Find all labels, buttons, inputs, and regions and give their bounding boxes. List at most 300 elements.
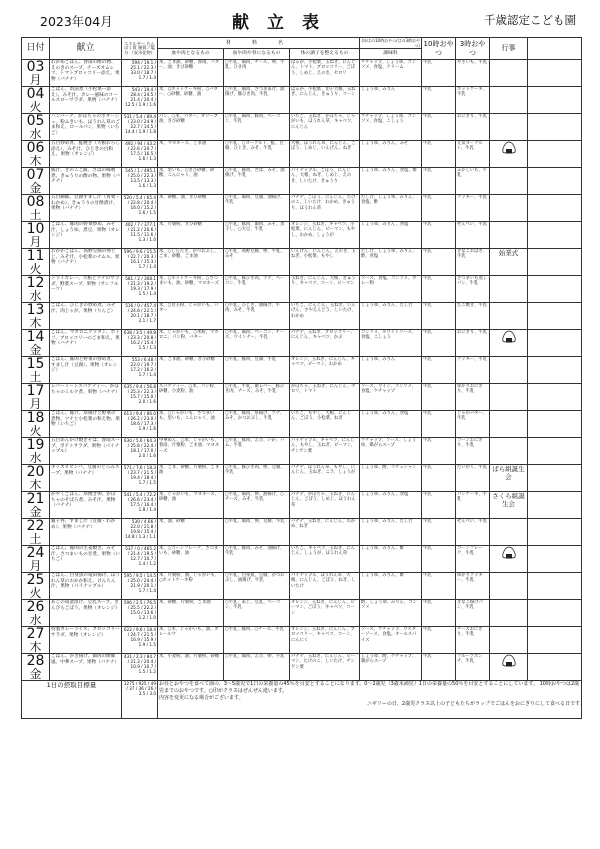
date-cell xyxy=(22,114,50,141)
date-cell xyxy=(22,357,50,384)
seasonings: ソース、食塩、コンソメ、カレー粉 xyxy=(360,276,422,303)
nutrition-values: 596 / 9.6 / 15.5 / 22.7 / 20.3 / 16.1 / 15.3 / 1.7 / 1.4 xyxy=(122,249,158,276)
day-row xyxy=(22,573,582,600)
nutrition-values: 594 / 19.1 / 25.1 / 22.3 / 33.0 / 18.7 / 1.7 / 1.4 xyxy=(122,60,158,87)
col-spacer xyxy=(528,38,582,60)
snack-3pm: きなこ揚げパン、牛乳 xyxy=(456,600,490,627)
menu-text: ごはん、豚肉の生姜焼き、みそ汁、さつまいもの甘煮、果物（いちご） xyxy=(50,546,122,573)
yellow-ingredients: ○牛乳、豚肉、えび、いか、ハム、牛乳 xyxy=(224,438,290,465)
snack-10am: 牛乳 xyxy=(422,276,456,303)
col-yellow: 血や肉や骨になるもの xyxy=(224,49,290,60)
seasonings: しょうゆ、みりん、だし汁 xyxy=(360,519,422,546)
menu-text: あじの南蛮漬け、豆乳スープ、きんぴらごぼう、果物（オレンジ） xyxy=(50,600,122,627)
spacer-cell xyxy=(528,384,582,411)
green-ingredients: はるか、小松菜、切干大根、玉ねぎ、にんじん、きゅうり、コーン xyxy=(290,87,360,114)
red-ingredients: 米、片栗粉、油、じゃがいも、○ホットケーキ粉 xyxy=(158,573,224,600)
yellow-ingredients: ○牛乳、鶏肉、豆腐、油揚げ、牛乳 xyxy=(224,195,290,222)
red-ingredients: 米、○ホットケーキ粉、○バター、○砂糖、砂糖、油 xyxy=(158,87,224,114)
yellow-ingredients: ○牛乳、鶏肉、えび、卵、牛乳 xyxy=(224,654,290,681)
menu-text: キッズビビンバ、豆腐のとろみスープ、果物（バナナ） xyxy=(50,465,122,492)
weekday: 火 xyxy=(29,424,42,438)
weekday: 木 xyxy=(29,478,42,492)
weekday: 金 xyxy=(29,181,42,195)
red-ingredients: 米、じゃがいも、マヨネーズ、砂糖、油 xyxy=(158,492,224,519)
event-cell xyxy=(490,411,528,438)
seasonings: しょうゆ、みりん、食塩 xyxy=(360,492,422,519)
day-number: 05 xyxy=(26,113,45,129)
event-cell xyxy=(490,60,528,87)
spacer-cell xyxy=(528,492,582,519)
seasonings: だし汁、しょうゆ、みりん、食塩、酢 xyxy=(360,195,422,222)
day-number: 13 xyxy=(26,302,45,318)
event-cell xyxy=(490,600,528,627)
yellow-ingredients: ○牛乳、鶏肉、チーズ、卵、牛乳、ひき肉 xyxy=(224,60,290,87)
spacer-cell xyxy=(528,357,582,384)
green-ingredients: バナナ、ほうれん草、もやし、にんじん、玉ねぎ、ニラ、しょうが xyxy=(290,465,360,492)
red-ingredients: 米、砂糖、油、きび砂糖 xyxy=(158,195,224,222)
snack-3pm: ゆかりおにぎり、牛乳 xyxy=(456,384,490,411)
weekday: 月 xyxy=(29,73,42,87)
menu-text: 特製カレーライス、ブロッコリーサラダ、果物（オレンジ） xyxy=(50,627,122,654)
day-number: 07 xyxy=(26,167,45,183)
footer-row xyxy=(22,681,582,719)
day-row xyxy=(22,141,582,168)
seasonings: しょうゆ、みりん、食塩 xyxy=(360,411,422,438)
footer-note-2: 10時おやつは2歳児までのおやつです。○印がクラスはぜんぜん違います。 xyxy=(159,681,580,694)
event-cell xyxy=(490,141,528,168)
nutrition-values: 516 / 0 / 457.4 / 24.6 / 22.1 / 20.1 / 18.7 / 2.1 / 1.7 xyxy=(122,303,158,330)
red-ingredients: 米、ごま油、砂糖、きび砂糖 xyxy=(158,357,224,384)
green-ingredients: オレンジ、玉ねぎ、にんじん、ブロッコリー、キャベツ、コーン、にんにく xyxy=(290,627,360,654)
nutrition-values: 402 / 7 / 377.1 / 21.2 / 20.6 / 11.5 / 11.6 / 1.3 / 1.0 xyxy=(122,222,158,249)
date-cell xyxy=(22,465,50,492)
green-ingredients: バナナ、玉ねぎ、ブロッコリー、にんじん、キャベツ、かぶ xyxy=(290,330,360,357)
snack-10am: 牛乳 xyxy=(422,492,456,519)
green-ingredients: バナナ、かぼちゃ、玉ねぎ、にんじん、ごぼう、しめじ、ほうれん草 xyxy=(290,492,360,519)
red-ingredients: 米、油、砂糖 xyxy=(158,519,224,546)
seasonings: しょうゆ、みりん、食塩、酢 xyxy=(360,168,422,195)
snack-10am: 牛乳 xyxy=(422,141,456,168)
spacer-cell xyxy=(528,114,582,141)
date-cell xyxy=(22,654,50,681)
nutrition-values: 431 / 2.3 / 84.7 / 21.3 / 20.4 / 10.9 / 10.7 / 1.5 / 1.2 xyxy=(122,654,158,681)
event-cell xyxy=(490,546,528,573)
menu-text: 五目あんかけ焼きそば、春雨スープ、ポテトサラダ、果物（パイナップル） xyxy=(50,438,122,465)
weekday: 金 xyxy=(29,343,42,357)
weekday: 火 xyxy=(29,586,42,600)
day-row xyxy=(22,627,582,654)
snack-3pm: たこ焼き、牛乳 xyxy=(456,303,490,330)
date-cell xyxy=(22,168,50,195)
date-cell xyxy=(22,546,50,573)
snack-10am: 牛乳 xyxy=(422,546,456,573)
snack-10am: 牛乳 xyxy=(422,627,456,654)
year-month: 2023年04月 xyxy=(40,14,113,29)
yellow-ingredients: ○牛乳、豚肉、豆腐、牛乳 xyxy=(224,357,290,384)
green-ingredients: バナナ、玉ねぎ、にんじん、わかめ、ねぎ xyxy=(290,519,360,546)
event-cell xyxy=(490,114,528,141)
menu-text: かやくごはん、厚焼き卵、かぼちゃのそぼろ煮、みそ汁、果物（バナナ） xyxy=(50,492,122,519)
snack-3pm: さつまいも蒸しパン、牛乳 xyxy=(456,276,490,303)
snack-10am: 牛乳 xyxy=(422,519,456,546)
day-row xyxy=(22,168,582,195)
weekday: 木 xyxy=(29,316,42,330)
spacer-cell xyxy=(528,546,582,573)
day-row xyxy=(22,384,582,411)
facility-name: 千歳認定こども園 xyxy=(484,13,576,27)
green-ingredients: パイナップル、ごぼう、にんじん、大根、ねぎ、しめじ、えのき、しいたけ、きゅうり xyxy=(290,168,360,195)
col-event: 行事 xyxy=(490,38,528,60)
nutrition-values: 581 / 2 / 308.1 / 21.3 / 19.2 / 19.3 / 17.9 / 1.5 / 1.4 xyxy=(122,276,158,303)
seasonings: しょうゆ、みりん xyxy=(360,357,422,384)
weekday: 水 xyxy=(29,289,42,303)
event-cell xyxy=(490,330,528,357)
snack-3pm: きなこおはぎ、牛乳 xyxy=(456,249,490,276)
yellow-ingredients: ○牛乳、豚肉、鶏肉、みそ、煮干し、○大豆、牛乳 xyxy=(224,222,290,249)
snack-3pm: おにぎり、牛乳 xyxy=(456,114,490,141)
menu-text: 豚汁、きのこご飯、さばの味噌煮、きゅうりの酢の物、果物（バナナ） xyxy=(50,168,122,195)
red-ingredients: 米、里いも、○きび砂糖、砂糖、こんにゃく、油 xyxy=(158,168,224,195)
snack-10am: 牛乳 xyxy=(422,114,456,141)
date-cell xyxy=(22,303,50,330)
day-number: 27 xyxy=(26,626,45,642)
yellow-ingredients: ○牛乳、高野豆腐、卵、牛乳、みそ xyxy=(224,249,290,276)
seasonings: しょうゆ、酢、コチュジャン xyxy=(360,465,422,492)
event-cell xyxy=(490,627,528,654)
weekday: 火 xyxy=(29,100,42,114)
red-ingredients: 米、小麦粉、油、片栗粉、砂糖 xyxy=(158,654,224,681)
event-cell xyxy=(490,222,528,249)
seasonings: しょうゆ、みりん、だし汁 xyxy=(360,303,422,330)
page-header xyxy=(0,0,600,36)
spacer-cell xyxy=(528,222,582,249)
spacer-cell xyxy=(528,573,582,600)
date-cell xyxy=(22,627,50,654)
day-row xyxy=(22,60,582,87)
red-ingredients: パン、○米、パター、オリーブ油、きび砂糖 xyxy=(158,114,224,141)
snack-3pm: チーズおにぎり、牛乳 xyxy=(456,627,490,654)
spacer-cell xyxy=(528,249,582,276)
yellow-ingredients: ○牛乳、鶏肉、ベーコン、チーズ、ウインナー、牛乳 xyxy=(224,330,290,357)
weekday: 月 xyxy=(29,235,42,249)
footer-nutrition: 1275 / 925 / 49 / 37 / 36 / 26 / 3.5 / 3.0 xyxy=(122,681,158,719)
red-ingredients: スパゲティー、○米、パン粉、砂糖、小麦粉、油 xyxy=(158,384,224,411)
red-ingredients: 米、ごま、砂糖、片栗粉、ごま油 xyxy=(158,465,224,492)
footer-notes xyxy=(158,681,582,719)
nutrition-values: 638 / 3.5 / 49.8 / 23.3 / 20.8 / 16.2 / 15.4 / 1.5 / 1.3 xyxy=(122,330,158,357)
day-number: 03 xyxy=(26,59,45,75)
green-ingredients: オレンジ、玉ねぎ、にんじん、ピーマン、ごぼう、キャベツ、コーン xyxy=(290,600,360,627)
spacer-cell xyxy=(528,303,582,330)
yellow-ingredients: ○牛乳、鶏肉、卵、油揚げ、○チーズ、みそ、牛乳 xyxy=(224,492,290,519)
weekday: 火 xyxy=(29,262,42,276)
snack-10am: 牛乳 xyxy=(422,384,456,411)
snack-3pm: おにぎり、牛乳 xyxy=(456,330,490,357)
menu-text: ごはん、豚汁、厚揚げと野菜の煮物、ツナと小松菜の和え物、果物（いちご） xyxy=(50,411,122,438)
menu-text: ごはん、筑前煮（小松菜ー添え）、みそ汁、カレー風味のコールスローサラダ、果物（バナナ） xyxy=(50,87,122,114)
seasonings: しょうゆ、みりん、酢 xyxy=(360,573,422,600)
date-cell xyxy=(22,384,50,411)
snack-3pm: せんべい、牛乳 xyxy=(456,519,490,546)
nutrition-values: 595 / 9.5 / 14.5 / 25.0 / 24.4 / 21.9 / 20.1 / 1.7 / 1.4 xyxy=(122,573,158,600)
seasonings: ソース、ケチャップ、ウスターソース、食塩、オールスパイス xyxy=(360,627,422,654)
spacer-cell xyxy=(528,465,582,492)
menu-table xyxy=(21,37,582,719)
yellow-ingredients: ○牛乳、鶏肉、さつまあげ、油揚げ、豚ひき肉、牛乳 xyxy=(224,87,290,114)
event-cell xyxy=(490,654,528,681)
date-cell xyxy=(22,60,50,87)
col-menu: 献立 xyxy=(50,38,122,60)
event-cell xyxy=(490,384,528,411)
seasonings: だし汁、しょうゆ、みりん、酢、食塩 xyxy=(360,249,422,276)
green-ingredients: バナナ、ごぼう、にんじん、たけのこ、しいたけ、わかめ、きゅうり、ほうれん草 xyxy=(290,195,360,222)
yellow-ingredients: ○牛乳、鶏肉、卵、豆腐、牛乳 xyxy=(224,519,290,546)
snack-10am: 牛乳 xyxy=(422,168,456,195)
menu-text: ごはん、豚肉の野菜炒め、みそ汁、しょうゆ、煮豆、果物（オレンジ） xyxy=(50,222,122,249)
date-cell xyxy=(22,222,50,249)
seasonings: コンソメ、ホワイトソース、食塩、こしょう xyxy=(360,330,422,357)
nutrition-values: 545 / 1 / 495.1 / 25.0 / 22.3 / 13.5 / 13.3 / 1.6 / 1.3 xyxy=(122,168,158,195)
snack-3pm: 元気ヨーグルト、牛乳 xyxy=(456,141,490,168)
snack-3pm: クッキー、牛乳 xyxy=(456,357,490,384)
red-ingredients: 米、○しらたき、かつおぶし、ごま、砂糖、ごま油 xyxy=(158,249,224,276)
col-materials-note: (ゆはの10時おやつ/はの3時おやつ) xyxy=(361,38,420,48)
day-row xyxy=(22,330,582,357)
yellow-ingredients: ○牛乳、牛乳、鶏レバー、豚ひき肉、チーズ、みそ、牛乳 xyxy=(224,384,290,411)
snack-3pm: パンケーキ、牛乳 xyxy=(456,492,490,519)
day-number: 06 xyxy=(26,140,45,156)
snack-10am: 牛乳 xyxy=(422,249,456,276)
date-cell xyxy=(22,249,50,276)
weekday: 木 xyxy=(29,154,42,168)
menu-text: ハンバーグ、かぼちゃのポタージュ、粉ふきいも、ほうれん草のごま和え、ロールパン、果物（いちご） xyxy=(50,114,122,141)
day-number: 12 xyxy=(26,275,45,291)
green-ingredients: いちご、にんじん、玉ねぎ、いんげん、さやえんどう、しいたけ、わかめ xyxy=(290,303,360,330)
nutrition-values: 541 / 5.4 / 72.2 / 26.6 / 23.4 / 17.5 / 16.4 / 1.8 / 1.4 xyxy=(122,492,158,519)
day-number: 22 xyxy=(26,518,45,534)
red-ingredients: 米、マヨネーズ、ごま油 xyxy=(158,141,224,168)
snack-10am: 牛乳 xyxy=(422,195,456,222)
event-cell xyxy=(490,303,528,330)
footer-note-4: ニギリーの日、2歳児クラス以上の子どもたちがラップでごはんをおにぎりにして食べる日です xyxy=(366,701,580,708)
menu-text: おかかごはん、高野豆腐の卵とじ、みそ汁、小松菜のナムル、果物（バナナ） xyxy=(50,249,122,276)
red-ingredients: 米、ごま油、砂糖、春雨、パター、油、きび砂糖 xyxy=(158,60,224,87)
weekday: 金 xyxy=(29,667,42,681)
snack-3pm: コーンおにぎり、牛乳 xyxy=(456,438,490,465)
date-cell xyxy=(22,411,50,438)
yellow-ingredients: ○牛乳、豚肉、○チーズ、牛乳 xyxy=(224,627,290,654)
nutrition-values: 492 / 94 / 43.2 / 22.6 / 20.7 / 17.5 / 16.5 / 1.6 / 1.3 xyxy=(122,141,158,168)
green-ingredients: 玉ねぎ、にんじん、大根、きゅうり、キャベツ、コーン、ピーマン xyxy=(290,276,360,303)
snack-3pm: じゃがバター、牛乳 xyxy=(456,411,490,438)
event-cell xyxy=(490,465,528,492)
day-number: 15 xyxy=(26,356,45,372)
day-number: 18 xyxy=(26,410,45,426)
day-row xyxy=(22,465,582,492)
spacer-cell xyxy=(528,330,582,357)
day-number: 10 xyxy=(26,221,45,237)
day-number: 26 xyxy=(26,599,45,615)
spacer-cell xyxy=(528,654,582,681)
weekday: 金 xyxy=(29,505,42,519)
event-text: ばら組誕生会 xyxy=(492,465,525,482)
nutrition-values: 622 / 9.6 / 18.4 / 24.7 / 21.5 / 16.9 / 15.9 / 1.9 / 1.5 xyxy=(122,627,158,654)
nutrition-values: 635 / 9.4 / 56.8 / 25.3 / 22.3 / 15.7 / 15.0 / 2.0 / 1.6 xyxy=(122,384,158,411)
date-cell xyxy=(22,573,50,600)
red-ingredients: 米、○米、じゃがいも、油、カレールウ xyxy=(158,627,224,654)
footer-note-3: 内容を変更になる場合がございます。 xyxy=(159,694,244,701)
yellow-ingredients: ○牛乳、白身魚、豆腐、かつおぶし、油揚げ、牛乳 xyxy=(224,573,290,600)
day-row xyxy=(22,546,582,573)
weekday: 土 xyxy=(29,370,42,384)
snack-10am: 牛乳 xyxy=(422,465,456,492)
day-number: 11 xyxy=(26,248,45,264)
date-cell xyxy=(22,600,50,627)
menu-text: ごはん、豚肉と野菜の炒め煮、すまし汁（豆腐）、果物（オレンジ） xyxy=(50,357,122,384)
nutrition-values: 530 / 4.66 / 22.0 / 21.8 / 19.8 / 15.4 / 14.8 / 1.3 / 1.1 xyxy=(122,519,158,546)
date-cell xyxy=(22,141,50,168)
event-cell xyxy=(490,357,528,384)
snack-10am: 牛乳 xyxy=(422,60,456,87)
red-ingredients: 中華めん、○米、じゃがいも、春雨、片栗粉、ごま油、マヨネーズ xyxy=(158,438,224,465)
event-cell xyxy=(490,573,528,600)
snack-10am: 牛乳 xyxy=(422,330,456,357)
nutrition-values: 613 / 9.4 / 86.0 / 26.2 / 23.0 / 18.6 / 17.3 / 1.9 / 1.6 xyxy=(122,411,158,438)
weekday: 水 xyxy=(29,613,42,627)
date-cell xyxy=(22,519,50,546)
event-cell xyxy=(490,195,528,222)
seasonings: ケチャップ、しょうゆ、コンソメ、食塩、クリーム xyxy=(360,60,422,87)
red-ingredients: 米、じゃがいも、○米粉、マカロニ、パン粉、バター xyxy=(158,330,224,357)
date-cell xyxy=(22,276,50,303)
spacer-cell xyxy=(528,600,582,627)
nutrition-values: 571 / 7.6 / 18.3 / 23.7 / 21.5 / 19.4 / 18.4 / 1.7 / 1.5 xyxy=(122,465,158,492)
green-ingredients: いちご、キャベツ、玉ねぎ、にんじん、しょうが、ほうれん草 xyxy=(290,546,360,573)
green-ingredients: パイナップル、キャベツ、にんじん、もやし、玉ねぎ、ピーマン、チンゲン菜 xyxy=(290,438,360,465)
green-ingredients: 大根、ほうれん草、にんじん、ごぼう、しめじ、いんげん、ねぎ xyxy=(290,141,360,168)
spacer-cell xyxy=(528,627,582,654)
spacer-cell xyxy=(528,519,582,546)
green-ingredients: いちご、もやし、大根、にんじん、ごぼう、小松菜、ねぎ xyxy=(290,411,360,438)
red-ingredients: 米、○ホットケーキ粉、○さつまいも、油、砂糖、マヨネーズ xyxy=(158,276,224,303)
snack-3pm: ホットケーキ、牛乳 xyxy=(456,87,490,114)
date-cell xyxy=(22,195,50,222)
day-number: 24 xyxy=(26,545,45,561)
snack-10am: 牛乳 xyxy=(422,87,456,114)
snack-10am: 牛乳 xyxy=(422,303,456,330)
date-cell xyxy=(22,330,50,357)
snack-3pm: フルーツポンチ、牛乳 xyxy=(456,654,490,681)
yellow-ingredients: ○牛乳、豚ひき肉、卵、豆腐、牛乳 xyxy=(224,465,290,492)
onigiri-icon xyxy=(501,330,517,343)
day-number: 19 xyxy=(26,437,45,453)
menu-text: ごはん、マカロニグラタン、ポトフ、ブロッコリーのごま和え、果物（バナナ） xyxy=(50,330,122,357)
day-row xyxy=(22,357,582,384)
day-row xyxy=(22,276,582,303)
col-date: 日付 xyxy=(22,38,50,60)
seasonings: しょうゆ、みりん、みそ xyxy=(360,141,422,168)
snack-3pm: ゆかりクッキー、牛乳 xyxy=(456,573,490,600)
snack-3pm: せんべい、牛乳 xyxy=(456,222,490,249)
day-row xyxy=(22,195,582,222)
snack-10am: 牛乳 xyxy=(422,573,456,600)
menu-text: ごはん、かき揚げ、鶏肉の酢豚風、中華スープ、果物（バナナ） xyxy=(50,654,122,681)
seasonings: ケチャップ、ソース、しょうゆ、鶏がらスープ xyxy=(360,438,422,465)
event-cell xyxy=(490,168,528,195)
day-row xyxy=(22,411,582,438)
event-text: 始業式 xyxy=(498,249,519,257)
spacer-cell xyxy=(528,195,582,222)
nutrition-values: 630 / 5.6 / 64.3 / 25.8 / 22.4 / 18.1 / 17.0 / 2.0 / 1.6 xyxy=(122,438,158,465)
day-number: 20 xyxy=(26,464,45,480)
yellow-ingredients: ○牛乳、豚ひき肉、ツナ、ベーコン、牛乳 xyxy=(224,276,290,303)
spacer-cell xyxy=(528,438,582,465)
nutrition-values: 543 / 19.4 / 28.4 / 24.5 / 21.4 / 20.4 / 12.5 / 1.9 / 1.6 xyxy=(122,87,158,114)
event-cell xyxy=(490,519,528,546)
menu-text: ドライカレー、大根とツナのサラダ、野菜スープ、果物（サンフルーツ） xyxy=(50,276,122,303)
menu-text: ごはん、白身魚の竜田揚げ、ほうれん草のおかか和え、けんちん汁、果物（パイナップル） xyxy=(50,573,122,600)
onigiri-icon xyxy=(501,546,517,559)
red-ingredients: 米、片栗粉、きび砂糖 xyxy=(158,222,224,249)
seasonings: しょうゆ、酢、ケチャップ、鶏がらスープ xyxy=(360,654,422,681)
snack-10am: 牛乳 xyxy=(422,654,456,681)
yellow-ingredients: ○牛乳、○ヨーグルト、鮭、豆腐、ひじき、みそ、牛乳 xyxy=(224,141,290,168)
green-ingredients: オレンジ、玉ねぎ、キャベツ、小松菜、にんじん、ピーマン、もやし、わかめ、しょうが xyxy=(290,222,360,249)
seasonings: しょうゆ、みりん、酢 xyxy=(360,546,422,573)
day-row xyxy=(22,87,582,114)
red-ingredients: 米、○白玉粉、じゃがいも、パター xyxy=(158,303,224,330)
green-ingredients: バナナ、玉ねぎ、にんじん、ピーマン、たけのこ、しいたけ、チンゲン菜 xyxy=(290,654,360,681)
nutrition-values: 531 / 5.4 / 89.4 / 23.0 / 24.9 / 22.7 / 14.5 / 14.4 / 1.9 / 1.8 xyxy=(122,114,158,141)
seasonings: ソース、ワイン、コンソメ、食塩、ケチャップ xyxy=(360,384,422,411)
day-number: 14 xyxy=(26,329,45,345)
col-materials: 材 料 名 xyxy=(158,38,360,49)
day-row xyxy=(22,492,582,519)
weekday: 木 xyxy=(29,640,42,654)
col-red: 血や肉となるもの xyxy=(158,49,224,60)
day-row xyxy=(22,600,582,627)
nutrition-values: 553 / 6.48 / 22.0 / 19.7 / 17.2 / 16.2 / 1.7 / 1.4 xyxy=(122,357,158,384)
day-number: 21 xyxy=(26,491,45,507)
onigiri-icon xyxy=(501,654,517,667)
green-ingredients: いんげん、にんじん、えのき、玉ねぎ、小松菜、もやし xyxy=(290,249,360,276)
spacer-cell xyxy=(528,168,582,195)
yellow-ingredients: ○牛乳、ひじき、油揚げ、牛肉、みそ、牛乳 xyxy=(224,303,290,330)
snack-10am: 牛乳 xyxy=(422,411,456,438)
day-number: 08 xyxy=(26,194,45,210)
green-ingredients: いちご、玉ねぎ、かぼちゃ、じゃがいも、ほうれん草、キャベツ、にんじん xyxy=(290,114,360,141)
day-number: 25 xyxy=(26,572,45,588)
onigiri-icon xyxy=(501,141,517,154)
menu-text: 親子丼、すまし汁（豆腐・わかめ）、果物（バナナ） xyxy=(50,519,122,546)
spacer-cell xyxy=(528,87,582,114)
page-title: 献立表 xyxy=(232,13,337,33)
seasonings: しょうゆ、みりん xyxy=(360,87,422,114)
day-number: 17 xyxy=(26,383,45,399)
menu-text: レバーミートスパゲティー、かぼちゃのミルク煮、果物（バナナ） xyxy=(50,384,122,411)
event-cell xyxy=(490,249,528,276)
snack-10am: 牛乳 xyxy=(422,357,456,384)
snack-10am: 牛乳 xyxy=(422,438,456,465)
spacer-cell xyxy=(528,411,582,438)
day-number: 04 xyxy=(26,86,45,102)
col-green: 体の調子を整えるもの xyxy=(290,49,360,60)
yellow-ingredients: ○牛乳、あじ、豆乳、ベーコン、牛乳 xyxy=(224,600,290,627)
nutrition-values: 596 / 2.5 / 76.5 / 25.5 / 22.2 / 15.0 / 13.6 / 1.2 / 1.0 xyxy=(122,600,158,627)
menu-text: 五目炒め煮、鮭焼き（大根おろし添え）、みそ汁、ひじきの白和え、果物（オレンジ） xyxy=(50,141,122,168)
red-ingredients: 米、○じゃがいも、さつまいも、里いも、こんにゃく、油 xyxy=(158,411,224,438)
spacer-cell xyxy=(528,141,582,168)
